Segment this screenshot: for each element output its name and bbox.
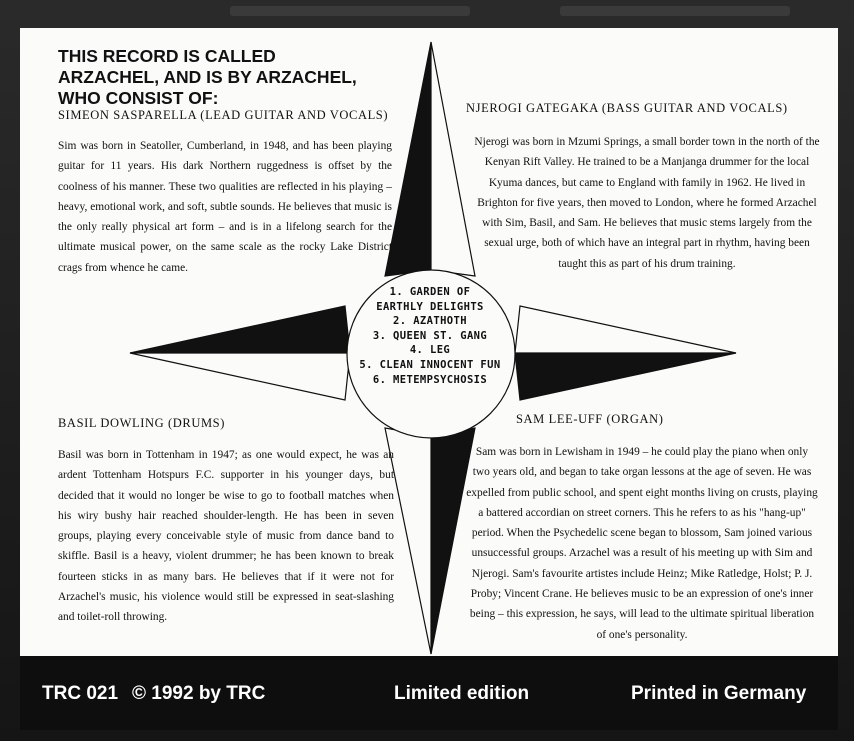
case-hinge-right xyxy=(560,6,790,16)
track-line: 1. GARDEN OF xyxy=(389,286,471,298)
track-line: 3. QUEEN ST. GANG xyxy=(372,329,488,342)
track-line: 6. METEMPSYCHOSIS xyxy=(372,373,488,386)
edition-label: Limited edition xyxy=(394,683,530,704)
track-line: EARTHLY DELIGHTS xyxy=(376,300,484,313)
printed-in-label: Printed in Germany xyxy=(631,683,807,704)
member-name-simeon: SIMEON SASPARELLA (LEAD GUITAR AND VOCALS) xyxy=(58,108,389,122)
member-name-njerogi: NJEROGI GATEGAKA (BASS GUITAR AND VOCALS) xyxy=(466,101,788,115)
track-list xyxy=(340,285,520,387)
star-west-dark xyxy=(130,306,350,353)
member-name-sam: SAM LEE-UFF (ORGAN) xyxy=(516,412,664,426)
star-west-light xyxy=(130,353,350,400)
star-north-light xyxy=(431,42,475,276)
member-name-basil: BASIL DOWLING (DRUMS) xyxy=(58,416,225,430)
member-bio-basil: Basil was born in Tottenham in 1947; as one would expect, he was an ardent Tottenham Hotspurs F.C. supporter in his younger days, but decided that it would no longer be wise to go to football matches when his wiry bushy hair reached shoulder-length. He has been in seven groups, playing every conceivable style of music from dance band to skiffle. Basil is a heavy, violent drummer; he has been known to break fourteen sticks in as many bars. He believes that if it were not for Arzachel's music, his violence would still be expressed in seat-slashing and toilet-roll throwing. xyxy=(58,449,394,624)
copyright-notice: © 1992 by TRC xyxy=(132,683,266,704)
star-east-dark xyxy=(515,353,736,400)
track-line: 2. AZATHOTH xyxy=(393,315,467,328)
back-cover-sheet xyxy=(20,28,838,656)
track-line: 5. CLEAN INNOCENT FUN xyxy=(359,358,501,371)
member-bio-sam: Sam was born in Lewisham in 1949 – he could play the piano when only two years old, and began to take organ lessons at the age of seven. He was expelled from public school, and spent eight months living on crusts, playing a battered accordian on street corners. This he refers to as his "hang-up" period. When the Psychedelic scene began to blossom, Sam joined various unsuccessful groups. Arzachel was a result of his meeting up with Sim and Njerogi. Sam's favourite artistes include Heinz; Mike Ratledge, Holst; P. J. Proby; Vincent Crane. He believes music to be an expression of one's inner being – this expression, he says, will lead to the ultimate spiritual liberation of one's personality. xyxy=(466,446,818,641)
track-line: 4. LEG xyxy=(409,344,451,357)
case-hinge-left xyxy=(230,6,470,16)
member-bio-njerogi: Njerogi was born in Mzumi Springs, a small border town in the north of the Kenyan Rift Valley. He trained to be a Manjanga drummer for the local Kyuma dances, but came to England with family in 1962. He lived in Brighton for five years, then moved to London, where he formed Arzachel with Sim, Basil, and Sam. He believes that music stems largely from the sexual urge, both of which have an integral part in rhythm, having been taught this as part of his drum training. xyxy=(474,136,820,270)
member-bio-simeon: Sim was born in Seatoller, Cumberland, in 1948, and has been playing guitar for 11 years. His dark Northern ruggedness is offset by the coolness of his manner. These two qualities are reflected in his playing – heavy, emotional work, and soft, subtle sounds. He believes that music is the only really physical art form – and is in a lifelong search for the ultimate musical power, on the same scale as the rocky Lake District crags from whence he came. xyxy=(58,140,392,274)
footer-band xyxy=(20,656,838,730)
catalog-number: TRC 021 xyxy=(42,683,119,704)
record-heading: THIS RECORD IS CALLED ARZACHEL, AND IS BY ARZACHEL, WHO CONSIST OF: xyxy=(58,46,357,108)
star-east-light xyxy=(515,306,736,353)
